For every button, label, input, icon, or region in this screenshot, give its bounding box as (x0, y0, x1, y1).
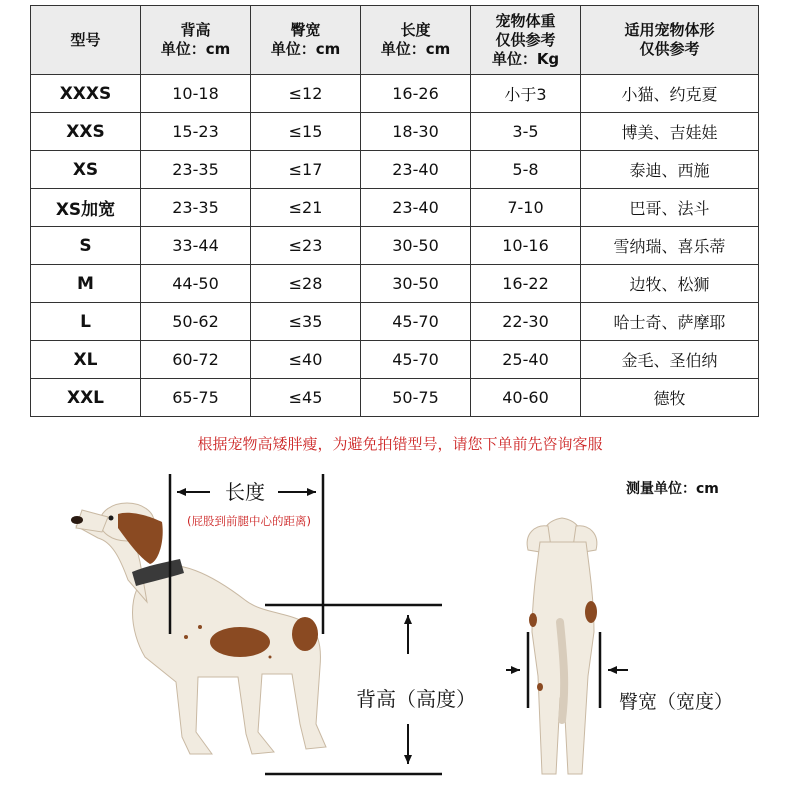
table-cell: ≤40 (251, 341, 361, 379)
column-header-line: 仅供参考 (639, 40, 700, 58)
table-cell: 博美、吉娃娃 (581, 113, 759, 151)
table-cell: 60-72 (141, 341, 251, 379)
table-row (31, 189, 759, 227)
column-header-line: 适用宠物体形 (624, 21, 715, 39)
table-cell: 33-44 (141, 227, 251, 265)
column-header (141, 6, 251, 75)
column-header-line: 臀宽 (290, 21, 321, 39)
model-cell: XS加宽 (31, 189, 141, 227)
table-row (31, 265, 759, 303)
model-cell: XXXS (31, 75, 141, 113)
model-cell: XL (31, 341, 141, 379)
table-cell: 50-75 (361, 379, 471, 417)
table-cell: ≤15 (251, 113, 361, 151)
dog-side-view (71, 503, 326, 754)
table-cell: 40-60 (471, 379, 581, 417)
table-cell: ≤21 (251, 189, 361, 227)
table-header-row (31, 6, 759, 75)
dog-rear-view (527, 518, 597, 774)
column-header-line: 单位：Kg (491, 49, 560, 68)
column-header-line: 单位：cm (270, 40, 341, 58)
table-cell: ≤12 (251, 75, 361, 113)
table-cell: 雪纳瑞、喜乐蒂 (581, 227, 759, 265)
table-row (31, 303, 759, 341)
table-row (31, 75, 759, 113)
model-cell: XXL (31, 379, 141, 417)
table-cell: 巴哥、法斗 (581, 189, 759, 227)
model-cell: XXS (31, 113, 141, 151)
table-cell: 小于3 (471, 75, 581, 113)
table-cell: 5-8 (471, 151, 581, 189)
table-cell: 45-70 (361, 341, 471, 379)
table-cell: 10-16 (471, 227, 581, 265)
table-cell: 44-50 (141, 265, 251, 303)
table-cell: 16-22 (471, 265, 581, 303)
table-cell: 23-35 (141, 151, 251, 189)
table-row (31, 341, 759, 379)
table-cell: 7-10 (471, 189, 581, 227)
table-row (31, 151, 759, 189)
column-header-line: 单位：cm (380, 40, 451, 58)
table-cell: 22-30 (471, 303, 581, 341)
column-header-line: 型号 (70, 30, 101, 49)
model-cell: XS (31, 151, 141, 189)
table-row (31, 227, 759, 265)
table-cell: 泰迪、西施 (581, 151, 759, 189)
table-cell: 金毛、圣伯纳 (581, 341, 759, 379)
column-header-line: 长度 (400, 21, 431, 39)
table-cell: 15-23 (141, 113, 251, 151)
table-cell: 30-50 (361, 227, 471, 265)
table-cell: 哈士奇、萨摩耶 (581, 303, 759, 341)
consult-notice: 根据宠物高矮胖瘦，为避免拍错型号，请您下单前先咨询客服 (197, 435, 603, 453)
table-cell: 23-40 (361, 151, 471, 189)
table-cell: 3-5 (471, 113, 581, 151)
table-cell: 23-35 (141, 189, 251, 227)
table-cell: 16-26 (361, 75, 471, 113)
height-label: 背高（高度） (356, 687, 476, 711)
size-chart-table (30, 5, 759, 417)
column-header-line: 单位：cm (160, 40, 231, 58)
table-row (31, 379, 759, 417)
table-cell: 德牧 (581, 379, 759, 417)
table-cell: 30-50 (361, 265, 471, 303)
table-cell: 25-40 (471, 341, 581, 379)
table-cell: 10-18 (141, 75, 251, 113)
table-cell: 65-75 (141, 379, 251, 417)
table-cell: ≤45 (251, 379, 361, 417)
column-header (251, 6, 361, 75)
column-header (361, 6, 471, 75)
column-header-line: 仅供参考 (495, 30, 556, 49)
table-cell: ≤28 (251, 265, 361, 303)
dog-measurement-diagram (0, 462, 800, 800)
measurement-unit-label: 测量单位：cm (626, 481, 719, 497)
column-header (471, 6, 581, 75)
table-cell: 边牧、松狮 (581, 265, 759, 303)
table-cell: 18-30 (361, 113, 471, 151)
table-cell: 23-40 (361, 189, 471, 227)
column-header-line: 宠物体重 (495, 11, 556, 30)
table-cell: ≤35 (251, 303, 361, 341)
table-row (31, 113, 759, 151)
table-cell: 50-62 (141, 303, 251, 341)
column-header-line: 背高 (180, 21, 211, 39)
table-cell: 45-70 (361, 303, 471, 341)
model-cell: S (31, 227, 141, 265)
table-cell: ≤17 (251, 151, 361, 189)
column-header (581, 6, 759, 75)
model-cell: M (31, 265, 141, 303)
length-label: 长度 (225, 480, 265, 504)
table-cell: ≤23 (251, 227, 361, 265)
width-label: 臀宽（宽度） (618, 691, 734, 713)
table-body (31, 75, 759, 417)
column-header (31, 6, 141, 75)
length-note: (屁股到前腿中心的距离) (187, 514, 311, 528)
model-cell: L (31, 303, 141, 341)
table-cell: 小猫、约克夏 (581, 75, 759, 113)
